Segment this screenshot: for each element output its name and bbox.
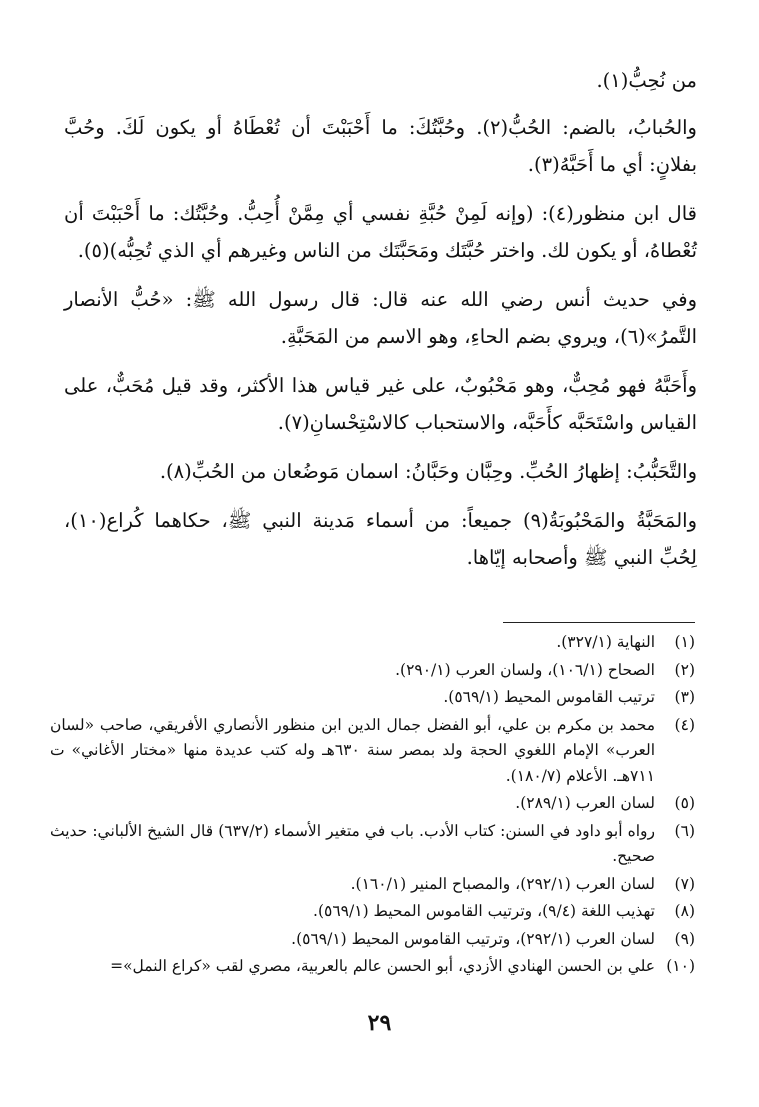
paragraph-2: والحُبابُ، بالضم: الحُبُّ(٢). وحُبَّتُكَ: ما أَحْبَبْتَ أن تُعْطَاهُ أو يكون لَكَ. وحُبَّ بفلانٍ: أي ما أَحَبَّهُ(٣). (64, 116, 697, 176)
footnote-number: (٨) (674, 902, 695, 920)
footnote-text: ترتيب القاموس المحيط (٥٦٩/١). (443, 688, 655, 706)
footnote-item (50, 791, 695, 817)
footnote-item (50, 954, 695, 980)
paragraph-1: من نُحِبُّ(١). (596, 69, 697, 92)
footnote-number: (٦) (674, 821, 695, 840)
footnote-number: (٥) (674, 794, 695, 812)
footnote-separator (503, 622, 695, 623)
paragraph-4: وفي حديث أنس رضي الله عنه قال: قال رسول الله ﷺ: «حُبُّ الأنصار التَّمرُ»(٦)، ويروي بضم الحاءِ، وهو الاسم من المَحَبَّةِ. (64, 288, 697, 348)
paragraph-5: وأَحَبَّهُ فهو مُحِبٌّ، وهو مَحْبُوبٌ، على غير قياس هذا الأكثر، وقد قيل مُحَبٌّ، على القياس واسْتَحَبَّه كأَحَبَّه، والاستحباب كالاسْتِحْسانِ(٧). (64, 374, 697, 434)
paragraph-6: والتَّحَبُّبُ: إظهارُ الحُبِّ. وحِبَّان وحَبَّانُ: اسمان مَوضُعان من الحُبِّ(٨). (159, 460, 697, 483)
footnotes (50, 630, 695, 982)
footnote-item (50, 630, 695, 656)
footnote-item (50, 685, 695, 711)
footnote-text: رواه أبو داود في السنن: كتاب الأدب. باب في متغير الأسماء (٦٣٧/٢) قال الشيخ الألباني: حديث صحيح. (50, 821, 655, 865)
footnote-text: تهذيب اللغة (٩/٤)، وترتيب القاموس المحيط (٥٦٩/١). (313, 902, 655, 920)
main-text (64, 62, 697, 588)
footnote-text: لسان العرب (٢٩٢/١)، وترتيب القاموس المحيط (٥٦٩/١). (291, 929, 655, 948)
footnote-item (50, 819, 695, 870)
footnote-text: لسان العرب (٢٩٢/١)، والمصباح المنير (١٦٠/١). (350, 874, 655, 893)
footnote-number: (١٠) (666, 957, 695, 975)
footnote-item (50, 872, 695, 898)
footnote-number: (٩) (674, 929, 695, 948)
footnote-item (50, 658, 695, 684)
footnote-text: الصحاح (١٠٦/١)، ولسان العرب (٢٩٠/١). (395, 660, 655, 679)
footnote-text: لسان العرب (٢٨٩/١). (515, 794, 655, 812)
footnote-number: (٧) (674, 874, 695, 893)
footnote-number: (١) (674, 633, 695, 651)
footnote-number: (٣) (674, 688, 695, 706)
footnote-number: (٤) (674, 715, 695, 734)
footnote-text: النهاية (٣٢٧/١). (556, 633, 655, 651)
footnote-number: (٢) (674, 660, 695, 679)
paragraph-7: والمَحَبَّةُ والمَحْبُوبَةُ(٩) جميعاً: من أسماء مَدينة النبي ﷺ، حكاهما كُراع(١٠)، لِحُبِّ النبي ﷺ وأصحابه إيّاها. (64, 509, 697, 569)
paragraph-3: قال ابن منظور(٤): (وإنه لَمِنْ حُبَّةِ نفسي أي مِمَّنْ أُحِبُّ. وحُبَّتُك: ما أَحْبَبْتَ أن تُعْطاهُ، أو يكون لك. واختر حُبَّتَك ومَحَبَّتَك من الناس وغيرهم أي الذي تُحِبُّه)(٥). (64, 202, 697, 262)
footnote-text: محمد بن مكرم بن علي، أبو الفضل جمال الدين ابن منظور الأنصاري الأفريقي، صاحب «لسان العرب» الإمام اللغوي الحجة ولد بمصر سنة ٦٣٠هـ وله كتب عديدة منها «مختار الأغاني» ت ٧١١هـ. الأعلام (١٨٠/٧). (50, 715, 656, 785)
footnote-text: علي بن الحسن الهنادي الأزدي، أبو الحسن عالم بالعربية، مصري لقب «كراع النمل»= (110, 957, 655, 975)
footnote-item (50, 927, 695, 953)
footnote-item (50, 899, 695, 925)
page-number: ٢٩ (367, 1010, 392, 1036)
footnote-item (50, 713, 695, 790)
